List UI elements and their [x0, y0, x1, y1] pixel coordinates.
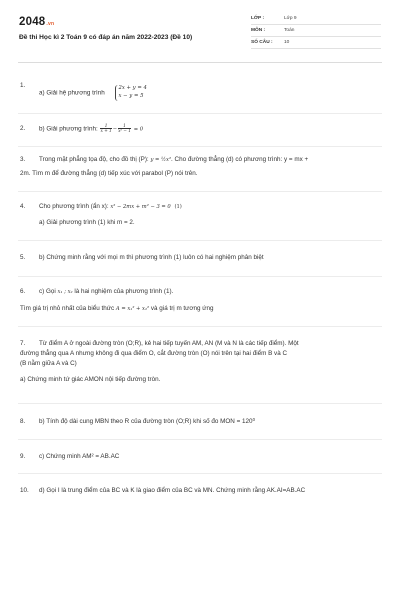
question-body: [39, 253, 383, 262]
equation: x − y = 5: [118, 92, 144, 99]
meta-value: 10: [284, 40, 290, 45]
question-line: c) Gọi x₁ ; x₂ là hai nghiệm của phương trình (1).: [39, 288, 174, 295]
question-number: 4.: [20, 203, 26, 210]
question-separator: [18, 276, 382, 277]
question-line: a) Chứng minh tứ giác AMON nội tiếp đường tròn.: [20, 376, 161, 384]
question-separator: [18, 439, 382, 440]
meta-row-count: [251, 38, 381, 49]
question-separator: [18, 240, 382, 241]
equation-tag: (1): [174, 204, 182, 210]
question-body: [39, 85, 383, 101]
fraction: $\frac{1}{\text{x² − 1}}$: [118, 123, 131, 134]
meta-label: LỚP :: [251, 16, 265, 21]
question-number: 10.: [20, 487, 29, 494]
meta-value: Toán: [284, 28, 295, 33]
site-logo[interactable]: 2048.vn: [19, 16, 55, 28]
question-text: b) Tính độ dài cung MBN theo R của đường tròn (O;R) khi số đo MON = 120⁰: [39, 418, 256, 425]
question-body: [39, 417, 383, 426]
math-expression: x₁ ; x₂: [57, 289, 73, 295]
question-body: [20, 155, 383, 178]
question-line: Từ điểm A ở ngoài đường tròn (O;R), kẻ hai tiếp tuyến AM, AN (M và N là các tiếp điểm). Một: [39, 340, 299, 347]
question-body: [39, 202, 383, 227]
question-separator: [18, 113, 382, 114]
header: [0, 0, 400, 62]
equation-system: [115, 85, 147, 101]
fraction: $\frac{1}{x + 1}$: [100, 123, 112, 134]
question-text: a) Giải hệ phương trình: [39, 89, 105, 97]
question-number: 1.: [20, 82, 26, 89]
question-body: [20, 339, 383, 385]
meta-row-subject: [251, 26, 381, 37]
equation-tail: = 0: [133, 126, 143, 133]
question-text: b) Giải phương trình:: [39, 125, 98, 133]
question-number: 8.: [20, 418, 26, 425]
question-line: đường thẳng qua A nhưng không đi qua điểm O, cắt đường tròn (O) nói trên tại hai điểm B và C: [20, 350, 287, 358]
page-title: Đề thi Học kì 2 Toán 9 có đáp án năm 2022-2023 (Đề 10): [19, 34, 193, 41]
question-body: [39, 452, 383, 461]
math-expression: y = ½x²: [150, 157, 172, 163]
question-line: Trong mặt phẳng tọa độ, cho đồ thị (P): y = ½x². Cho đường thẳng (d) có phương trình: y = mx +: [39, 156, 309, 163]
meta-label: MÔN :: [251, 28, 266, 33]
question-text: d) Gọi I là trung điểm của BC và K là giao điểm của BC và MN. Chứng minh rằng AK.AI=AB.AC: [39, 487, 306, 494]
question-line: 2m. Tìm m để đường thẳng (d) tiếp xúc với parabol (P) nói trên.: [20, 169, 198, 177]
math-expression: A = x₁² + x₂²: [115, 305, 150, 312]
question-separator: [18, 473, 382, 474]
question-number: 3.: [20, 156, 26, 163]
question-number: 2.: [20, 125, 26, 132]
question-separator: [18, 403, 382, 404]
question-separator: [18, 146, 382, 147]
logo-tld: .vn: [46, 21, 55, 27]
question-number: 5.: [20, 254, 26, 261]
question-text: c) Chứng minh AM² = AB.AC: [39, 453, 120, 460]
header-divider: [18, 62, 382, 63]
question-body: [20, 287, 383, 313]
question-separator: [18, 326, 382, 327]
meta-row-class: [251, 14, 381, 25]
question-text: b) Chứng minh rằng với mọi m thì phương trình (1) luôn có hai nghiệm phân biệt: [39, 254, 264, 261]
question-body: [39, 486, 383, 495]
question-line: (B nằm giữa A và C): [20, 360, 77, 368]
meta-value: Lớp 9: [284, 16, 297, 21]
question-number: 7.: [20, 340, 26, 347]
question-number: 6.: [20, 288, 26, 295]
question-line: Cho phương trình (ẩn x): x² − 2mx + m² − 3 = 0 (1): [39, 203, 182, 210]
question-line: a) Giải phương trình (1) khi m = 2.: [39, 218, 135, 226]
question-line: Tìm giá trị nhỏ nhất của biểu thức A = x₁² + x₂² và giá trị m tương ứng: [20, 304, 214, 312]
question-separator: [18, 191, 382, 192]
question-number: 9.: [20, 453, 26, 460]
question-body: b) Giải phương trình: $\frac{1}{x + 1}$ − $\frac{1}{\text{x² − 1}}$ = 0: [39, 123, 143, 134]
meta-table: [251, 14, 381, 50]
math-expression: x² − 2mx + m² − 3 = 0: [110, 204, 171, 210]
equation: 2x + y = 4: [118, 85, 147, 91]
meta-label: SỐ CÂU :: [251, 40, 273, 45]
